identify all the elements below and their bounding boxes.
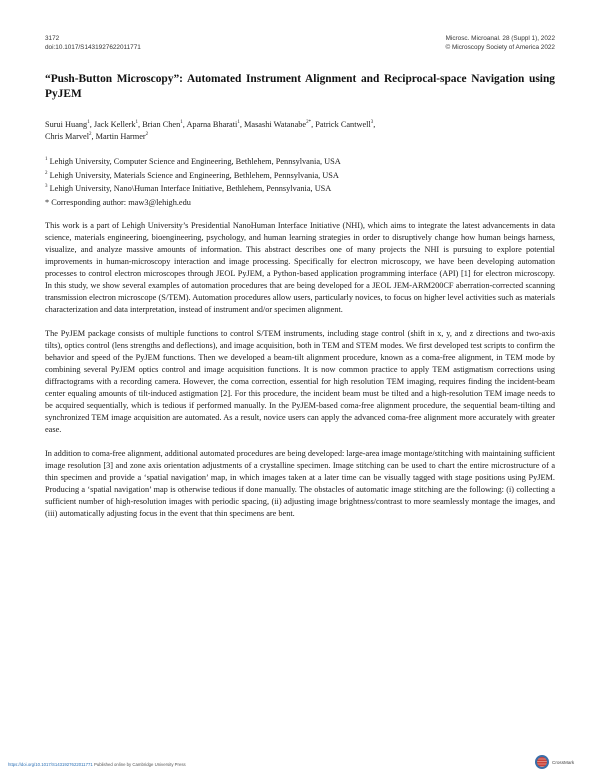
author: Surui Huang$^1$ (45, 120, 90, 129)
header-left (45, 35, 141, 52)
author: Aparna Bharati$^1$ (186, 120, 240, 129)
paragraph: This work is a part of Lehigh University’s Presidential NanoHuman Interface Initiative (NHI), which aims to integrate the latest advancements in data science, materials engineering, bioengineering, psychology, and human learning strategies in order to disruptively change how human beings harness, visualize, and analyze massive amounts of information. This abstract describes one of many projects the NHI is pursuing to explore potential improvements in human-microscopy interaction and image processing. Specifically for electron microscopy, we have been developing automation processes to control electron microscopes through JEOL PyJEM, a Python-based application programming interface (API) [1] for electron microscopy. In this study, we show several examples of automation procedures that are being developed for a JEOL JEM-ARM200CF aberration-corrected scanning transmission electron microscope (S/TEM). Automation procedures allow users, particularly novices, to focus on higher level activities such as materials characterization and data interpretation, instead of instrument and/or specimen alignment. (45, 221, 555, 315)
paragraph: In addition to coma-free alignment, additional automated procedures are being developed: large-area image montage/stitching with maintaining sufficient image resolution [3] and zone axis orientation adjustments of a crystalline specimen. Image stitching can be used to chart the entire microstructure of a thin specimen and provide a ‘spatial navigation’ map, in which images taken at a later time can be visually tagged with stage positions using PyJEM. Producing a ‘spatial navigation’ map is otherwise tedious if done manually. The obstacles of automatic image stitching are the following: (i) collecting a sufficient number of high-resolution images with periodic spacing, (ii) adjusting image brightness/contrast to more seamlessly montage the images, and (iii) automatically adjusting focus in the event that thin specimens are bent. (45, 448, 556, 519)
abstract-body (45, 220, 555, 532)
paragraph: The PyJEM package consists of multiple functions to control S/TEM instruments, including stage control (shift in x, y, and z directions and two-axis tilts), optics control (lens strengths and deflections), and image acquisition, both in TEM and STEM modes. We first developed test scripts to confirm the behavior and speed of the PyJEM functions. Then we developed a beam-tilt alignment procedure, known as a coma-free alignment, in TEM mode by combining several PyJEM optics control and image acquisition functions. It is now common practice to apply TEM astigmatism corrections using diffractograms with a recording camera. However, the coma correction, essential for high resolution TEM imaging, requires finding the incident-beam center equaling amounts of tilt-induced astigmation [2]. For this procedure, the incident beam must be tilted and a high-resolution TEM image needs to be acquired sequentially, which is tedious if performed manually. In the PyJEM-based coma-free alignment procedure, the sequential beam-tilting and synchronized TEM image acquisition are automated. As a result, novice users can apply the advanced coma-free alignment more accurately with greater ease. (45, 328, 555, 435)
affiliation-list (45, 155, 555, 210)
running-header (45, 35, 555, 57)
header-right (446, 35, 556, 52)
crossmark-badge[interactable] (535, 754, 574, 770)
paper-title: “Push-Button Microscopy”: Automated Instrument Alignment and Reciprocal-space Navigation using PyJEM (45, 73, 555, 100)
author-list: Surui Huang$^1$, Jack Kellerk$^1$, Brian Chen$^1$, Aparna Bharati$^1$, Masashi Watanabe$^{2*}$, Patrick Cantwell$^3$, Chris Marvel$^2$, Martin Harmer$^2$ (45, 120, 376, 141)
corresponding-author: * Corresponding author: maw3@lehigh.edu (45, 198, 191, 208)
copyright: © Microscopy Society of America 2022 (445, 43, 555, 51)
affiliation: $^3$ Lehigh University, Nano\Human Interface Initiative, Bethlehem, Pennsylvania, USA (45, 184, 332, 194)
affiliation: $^2$ Lehigh University, Materials Science and Engineering, Bethlehem, Pennsylvania, USA (45, 170, 339, 180)
author: Jack Kellerk$^1$ (93, 120, 139, 129)
author: Brian Chen$^1$ (142, 120, 183, 129)
doi-link[interactable]: https://doi.org/10.1017/S1431927622011771 (8, 762, 93, 767)
author: Martin Harmer$^2$ (95, 132, 149, 141)
affiliation: $^1$ Lehigh University, Computer Science and Engineering, Bethlehem, Pennsylvania, USA (45, 157, 341, 166)
author: Masashi Watanabe$^{2*}$ (244, 120, 312, 129)
crossmark-icon (535, 755, 549, 769)
author: Chris Marvel$^2$ (45, 132, 92, 141)
page-number: 3172 (45, 35, 60, 42)
page-footer (8, 762, 186, 767)
publisher-note: Published online by Cambridge University Press (92, 762, 186, 767)
crossmark-label: CrossMark (552, 759, 575, 765)
author: Patrick Cantwell$^3$ (315, 120, 374, 129)
doi: doi:10.1017/S1431927622011771 (45, 43, 141, 51)
journal-citation: Microsc. Microanal. 28 (Suppl 1), 2022 (445, 35, 555, 42)
